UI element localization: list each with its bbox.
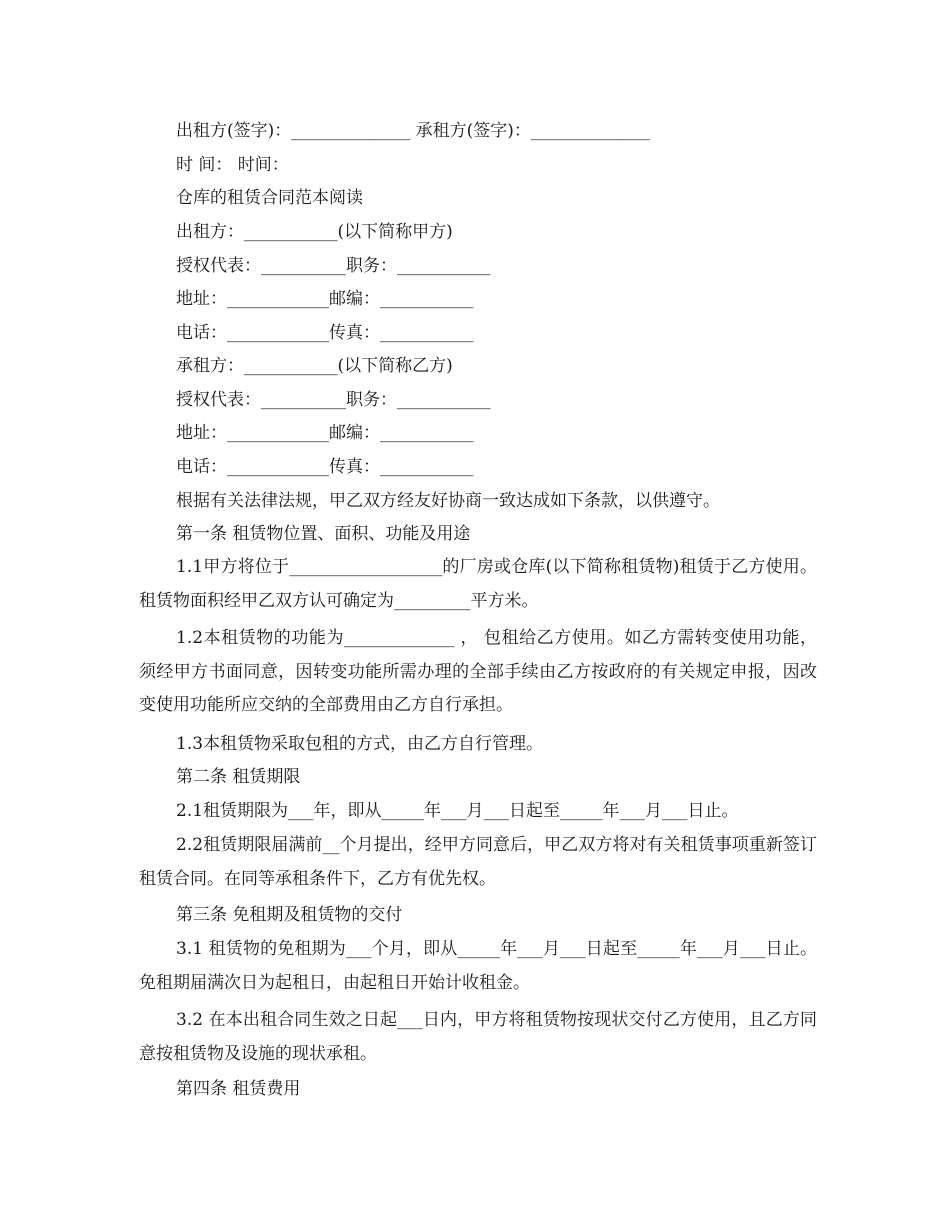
lessee-representative-line: 授权代表：__________职务：___________: [176, 390, 491, 410]
document-title: 仓库的租赁合同范本阅读: [176, 188, 363, 208]
article-2-title: 第二条 租赁期限: [176, 767, 301, 787]
date-line: 时 间： 时间：: [176, 155, 289, 175]
lessee-line: 承租方：___________(以下简称乙方): [176, 356, 453, 376]
clause-1-3: 1.3本租赁物采取包租的方式，由乙方自行管理。: [176, 734, 544, 754]
preamble: 根据有关法律法规，甲乙双方经友好协商一致达成如下条款，以供遵守。: [176, 491, 720, 511]
clause-3-1: 3.1 租赁物的免租期为___个月，即从_____年___月___日起至_____年___月___日止。免租期届满次日为起租日，由起租日开始计收租金。: [139, 939, 817, 993]
lessee-phone-line: 电话：____________传真：___________: [176, 457, 474, 477]
lessor-representative-line: 授权代表：__________职务：___________: [176, 256, 491, 276]
clause-1-1: 1.1甲方将位于__________________的厂房或仓库(以下简称租赁物)租赁于乙方使用。租赁物面积经甲乙双方认可确定为_________平方米。: [139, 557, 817, 611]
article-3-title: 第三条 免租期及租赁物的交付: [176, 905, 403, 925]
lessor-address-line: 地址：____________邮编：___________: [176, 289, 474, 309]
clause-3-2: 3.2 在本出租合同生效之日起___日内，甲方将租赁物按现状交付乙方使用，且乙方同意按租赁物及设施的现状承租。: [139, 1010, 817, 1064]
clause-1-2: 1.2本租赁物的功能为_____________ ， 包租给乙方使用。如乙方需转变使用功能，须经甲方书面同意，因转变功能所需办理的全部手续由乙方按政府的有关规定申报，因改变使用功能所应交纳的全部费用由乙方自行承担。: [139, 628, 817, 716]
lessor-phone-line: 电话：____________传真：___________: [176, 323, 474, 343]
clause-2-2: 2.2租赁期限届满前__个月提出，经甲方同意后，甲乙双方将对有关租赁事项重新签订租赁合同。在同等承租条件下，乙方有优先权。: [139, 835, 817, 889]
clause-2-1: 2.1租赁期限为___年，即从_____年___月___日起至_____年___月___日止。: [176, 801, 739, 821]
lessee-address-line: 地址：____________邮编：___________: [176, 423, 474, 443]
lessor-line: 出租方：___________(以下简称甲方): [176, 222, 453, 242]
article-4-title: 第四条 租赁费用: [176, 1079, 301, 1099]
article-1-title: 第一条 租赁物位置、面积、功能及用途: [176, 524, 471, 544]
signature-line: 出租方(签字)：______________ 承租方(签字)：______________: [176, 121, 650, 141]
